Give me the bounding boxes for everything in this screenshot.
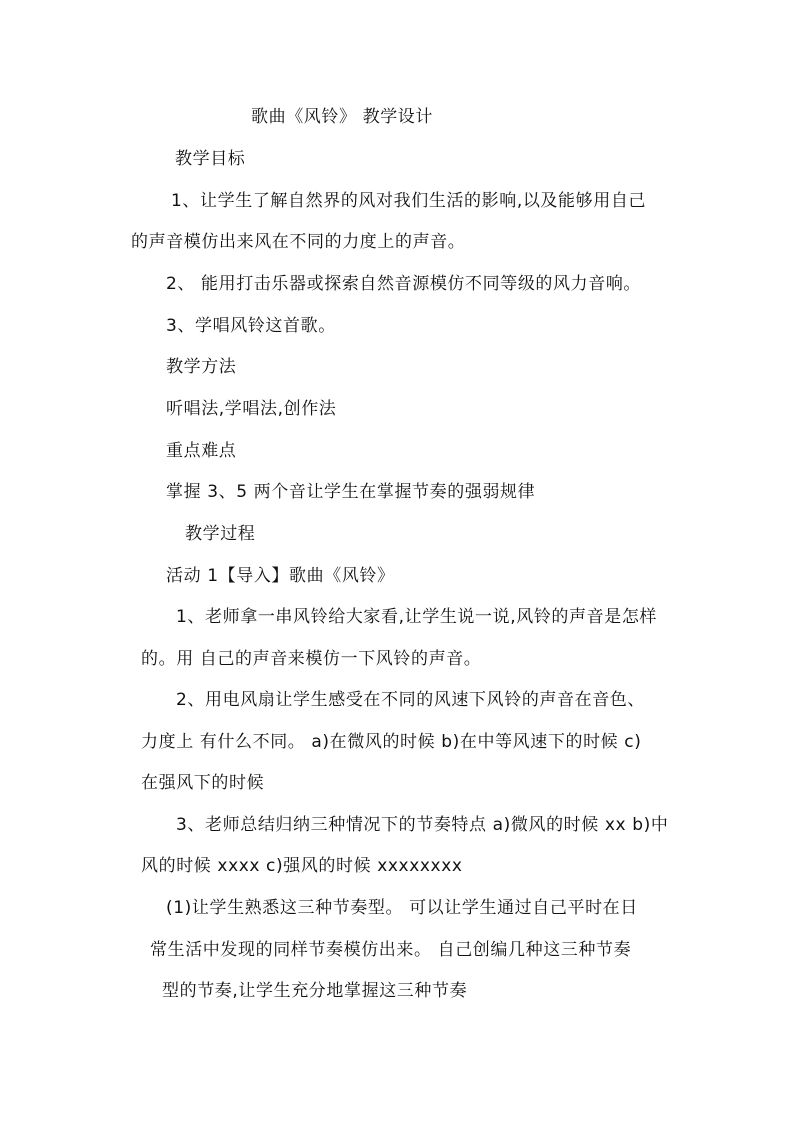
substep-1-line-3: 型的节奏,让学生充分地掌握这三种节奏 [162,981,468,1001]
substep-1-line-2: 常生活中发现的同样节奏模仿出来。 自己创编几种这三种节奏 [150,940,632,960]
document-title: 歌曲《风铃》 教学设计 [251,107,434,127]
step-3-line-1: 3、老师总结归纳三种情况下的节奏特点 a)微风的时候 xx b)中 [176,815,669,835]
teaching-methods-text: 听唱法,学唱法,创作法 [166,399,337,419]
key-difficulties-text: 掌握 3、5 两个音让学生在掌握节奏的强弱规律 [166,482,536,502]
step-2-line-2: 力度上 有什么不同。 a)在微风的时候 b)在中等风速下的时候 c) [141,732,642,752]
goal-3: 3、学唱风铃这首歌。 [166,316,336,336]
heading-teaching-goals: 教学目标 [175,149,246,169]
goal-2: 2、 能用打击乐器或探索自然音源模仿不同等级的风力音响。 [166,274,642,294]
heading-teaching-methods: 教学方法 [166,357,237,377]
heading-teaching-process: 教学过程 [185,524,256,544]
substep-1-line-1: (1)让学生熟悉这三种节奏型。 可以让学生通过自己平时在日 [166,898,638,918]
goal-1-line-2: 的声音模仿出来风在不同的力度上的声音。 [131,232,466,252]
step-2-line-1: 2、用电风扇让学生感受在不同的风速下风铃的声音在音色、 [176,690,646,710]
step-2-line-3: 在强风下的时候 [141,773,265,793]
activity-1-heading: 活动 1【导入】歌曲《风铃》 [166,566,395,586]
step-3-line-2: 风的时候 xxxx c)强风的时候 xxxxxxxx [141,856,463,876]
heading-key-difficulties: 重点难点 [166,441,237,461]
goal-1-line-1: 1、让学生了解自然界的风对我们生活的影响,以及能够用自己 [171,191,647,211]
step-1-line-1: 1、老师拿一串风铃给大家看,让学生说一说,风铃的声音是怎样 [176,607,658,627]
step-1-line-2: 的。用 自己的声音来模仿一下风铃的声音。 [141,649,482,669]
